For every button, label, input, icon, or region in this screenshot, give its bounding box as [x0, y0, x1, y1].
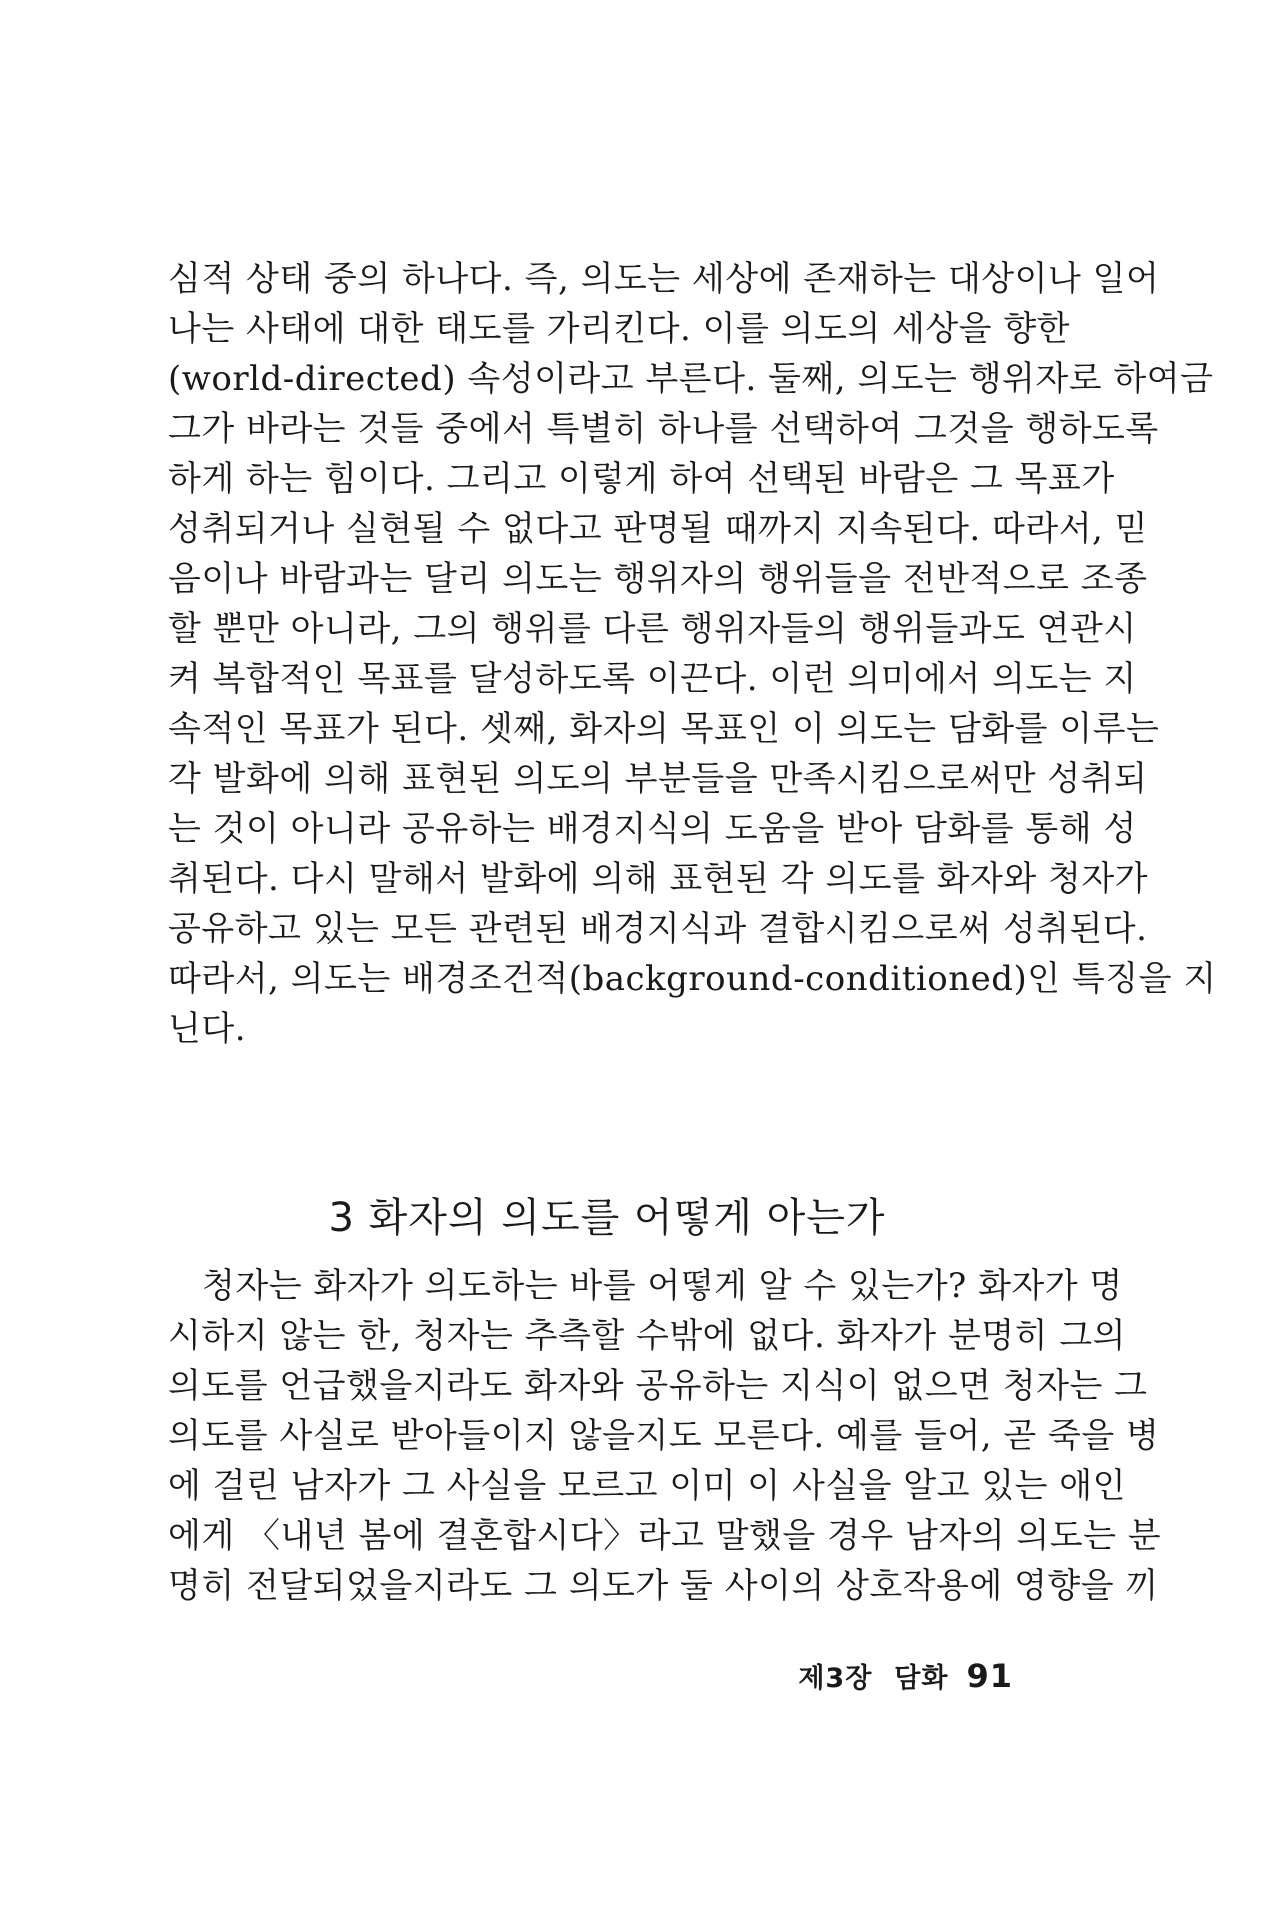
text-line: 취된다. 다시 말해서 발화에 의해 표현된 각 의도를 화자와 청자가: [168, 859, 1149, 899]
text-line: 명히 전달되었을지라도 그 의도가 둘 사이의 상호작용에 영향을 끼: [168, 1566, 1159, 1606]
text-line: 심적 상태 중의 하나다. 즉, 의도는 세상에 존재하는 대상이나 일어: [168, 259, 1160, 299]
body-paragraph-1: [168, 254, 1217, 1054]
text-line: 따라서, 의도는 배경조건적(background-conditioned)인 특징을 지: [168, 959, 1217, 999]
text-line: 할 뿐만 아니라, 그의 행위를 다른 행위자들의 행위들과도 연관시: [168, 609, 1137, 649]
text-line: 의도를 사실로 받아들이지 않을지도 모른다. 예를 들어, 곧 죽을 병: [168, 1416, 1160, 1456]
text-line: 공유하고 있는 모든 관련된 배경지식과 결합시킴으로써 성취된다.: [168, 909, 1148, 949]
page-number: 91: [966, 1657, 1013, 1695]
text-line: 각 발화에 의해 표현된 의도의 부분들을 만족시킴으로써만 성취되: [168, 759, 1148, 799]
text-line: 닌다.: [168, 1009, 246, 1049]
text-line: 그가 바라는 것들 중에서 특별히 하나를 선택하여 그것을 행하도록: [168, 409, 1159, 449]
text-line: 에 걸린 남자가 그 사실을 모르고 이미 이 사실을 알고 있는 애인: [168, 1466, 1126, 1506]
text-line: 는 것이 아니라 공유하는 배경지식의 도움을 받아 담화를 통해 성: [168, 809, 1137, 849]
text-line: 시하지 않는 한, 청자는 추측할 수밖에 없다. 화자가 분명히 그의: [168, 1316, 1126, 1356]
text-line: 성취되거나 실현될 수 없다고 판명될 때까지 지속된다. 따라서, 믿: [168, 509, 1149, 549]
section-heading: 3 화자의 의도를 어떻게 아는가: [328, 1195, 886, 1242]
text-line: 음이나 바람과는 달리 의도는 행위자의 행위들을 전반적으로 조종: [168, 559, 1148, 599]
text-line: 켜 복합적인 목표를 달성하도록 이끈다. 이런 의미에서 의도는 지: [168, 659, 1137, 699]
text-line: 하게 하는 힘이다. 그리고 이렇게 하여 선택된 바람은 그 목표가: [168, 459, 1115, 499]
text-line: 청자는 화자가 의도하는 바를 어떻게 알 수 있는가? 화자가 명: [202, 1266, 1123, 1306]
text-line: 속적인 목표가 된다. 셋째, 화자의 목표인 이 의도는 담화를 이루는: [168, 709, 1160, 749]
text-line: 에게 〈내년 봄에 결혼합시다〉라고 말했을 경우 남자의 의도는 분: [168, 1516, 1162, 1556]
body-paragraph-2: [168, 1261, 1162, 1611]
text-line: 나는 사태에 대한 태도를 가리킨다. 이를 의도의 세상을 향한: [168, 309, 1071, 349]
footer-section-title: 담화: [894, 1663, 949, 1694]
text-line: (world-directed) 속성이라고 부른다. 둘째, 의도는 행위자로 하여금: [168, 359, 1214, 399]
text-line: 의도를 언급했을지라도 화자와 공유하는 지식이 없으면 청자는 그: [168, 1366, 1148, 1406]
footer-chapter: 제3장: [798, 1663, 873, 1694]
page-footer: [798, 1656, 1013, 1695]
